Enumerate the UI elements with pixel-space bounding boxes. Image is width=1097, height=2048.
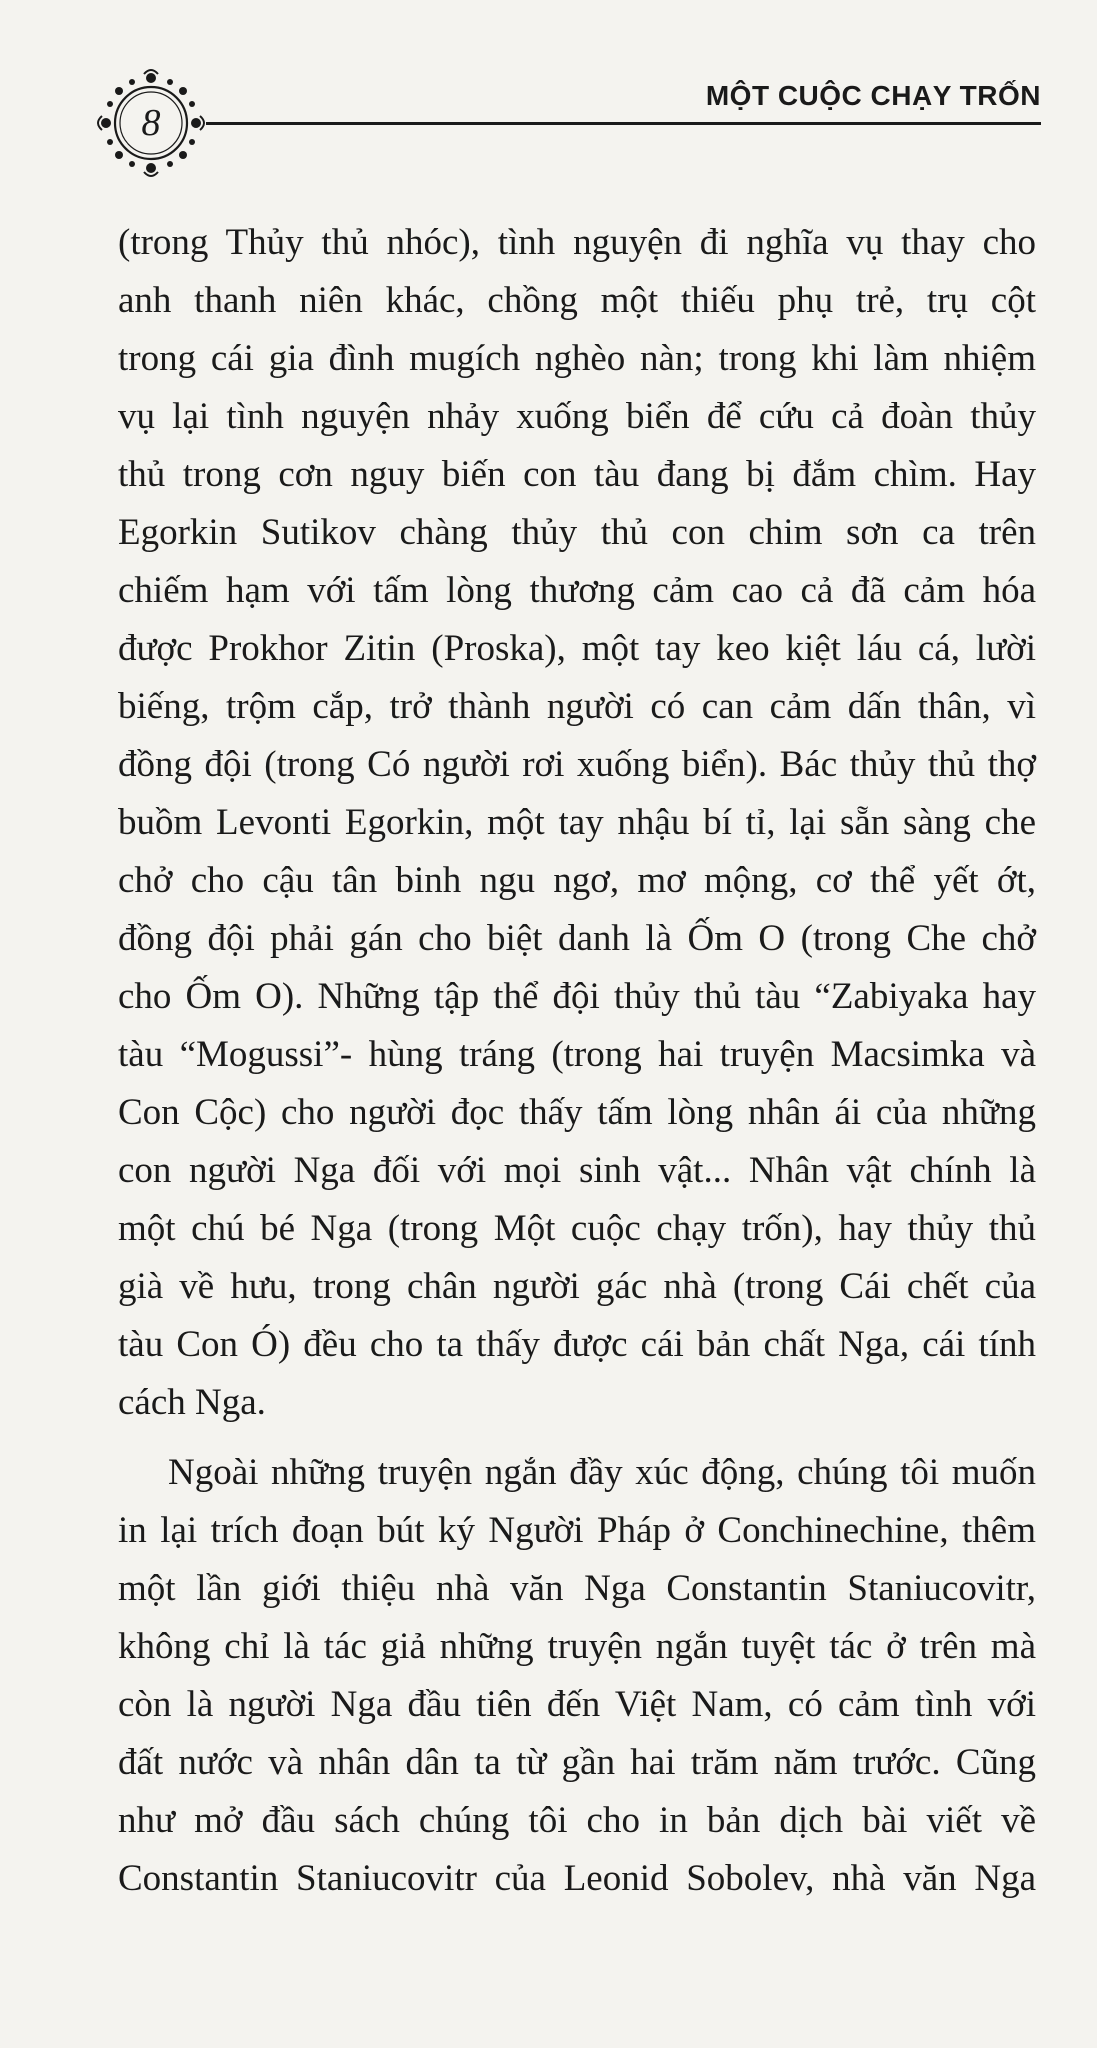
paragraph-1 [118, 214, 1036, 1432]
text-line: in lại trích đoạn bút ký Người Pháp ở Conchinechine, thêm [118, 1510, 1036, 1551]
page-number: 8 [141, 102, 161, 144]
text-line: Constantin Staniucovitr của Leonid Sobolev, nhà văn Nga [118, 1858, 1036, 1899]
running-title: MỘT CUỘC CHẠY TRỐN [705, 80, 1041, 111]
text-line: biếng, trộm cắp, trở thành người có can cảm dấn thân, vì [118, 686, 1036, 727]
text-line: con người Nga đối với mọi sinh vật... Nhân vật chính là [118, 1150, 1036, 1191]
paragraph-2 [118, 1444, 1036, 1908]
text-line: đồng đội phải gán cho biệt danh là Ốm O (trong Che chở [118, 918, 1036, 959]
text-line: (trong Thủy thủ nhóc), tình nguyện đi nghĩa vụ thay cho [118, 222, 1036, 263]
text-line: Con Cộc) cho người đọc thấy tấm lòng nhân ái của những [118, 1092, 1036, 1133]
text-line: chiếm hạm với tấm lòng thương cảm cao cả đã cảm hóa [118, 570, 1036, 611]
text-line: cho Ốm O). Những tập thể đội thủy thủ tàu “Zabiyaka hay [118, 976, 1036, 1017]
text-line: một chú bé Nga (trong Một cuộc chạy trốn), hay thủy thủ [118, 1208, 1036, 1249]
header-rule [206, 122, 1041, 125]
text-line: tàu Con Ó) đều cho ta thấy được cái bản chất Nga, cái tính [118, 1324, 1036, 1365]
text-line: tàu “Mogussi”- hùng tráng (trong hai truyện Macsimka và [118, 1034, 1036, 1075]
text-line: Ngoài những truyện ngắn đầy xúc động, chúng tôi muốn [168, 1452, 1036, 1493]
text-line: đất nước và nhân dân ta từ gần hai trăm năm trước. Cũng [118, 1742, 1036, 1783]
text-line: thủ trong cơn nguy biến con tàu đang bị đắm chìm. Hay [118, 454, 1036, 495]
text-line: anh thanh niên khác, chồng một thiếu phụ trẻ, trụ cột [118, 280, 1036, 321]
text-line: không chỉ là tác giả những truyện ngắn tuyệt tác ở trên mà [118, 1626, 1036, 1667]
text-line: một lần giới thiệu nhà văn Nga Constantin Staniucovitr, [118, 1568, 1036, 1609]
text-line: trong cái gia đình mugích nghèo nàn; trong khi làm nhiệm [118, 338, 1036, 379]
body-text [118, 214, 1036, 1908]
text-line: vụ lại tình nguyện nhảy xuống biển để cứu cả đoàn thủy [118, 396, 1036, 437]
text-line: được Prokhor Zitin (Proska), một tay keo kiệt láu cá, lười [118, 628, 1036, 669]
text-line: cách Nga. [118, 1382, 266, 1423]
text-line: đồng đội (trong Có người rơi xuống biển). Bác thủy thủ thợ [118, 744, 1036, 785]
paragraph-gap [118, 1432, 1036, 1444]
text-line: còn là người Nga đầu tiên đến Việt Nam, có cảm tình với [118, 1684, 1036, 1725]
text-line: chở cho cậu tân binh ngu ngơ, mơ mộng, cơ thể yết ớt, [118, 860, 1036, 901]
text-line: buồm Levonti Egorkin, một tay nhậu bí tỉ, lại sẵn sàng che [118, 802, 1036, 843]
text-line: như mở đầu sách chúng tôi cho in bản dịch bài viết về [118, 1800, 1036, 1841]
text-line: Egorkin Sutikov chàng thủy thủ con chim sơn ca trên [118, 512, 1036, 553]
text-line: già về hưu, trong chân người gác nhà (trong Cái chết của [118, 1266, 1036, 1307]
